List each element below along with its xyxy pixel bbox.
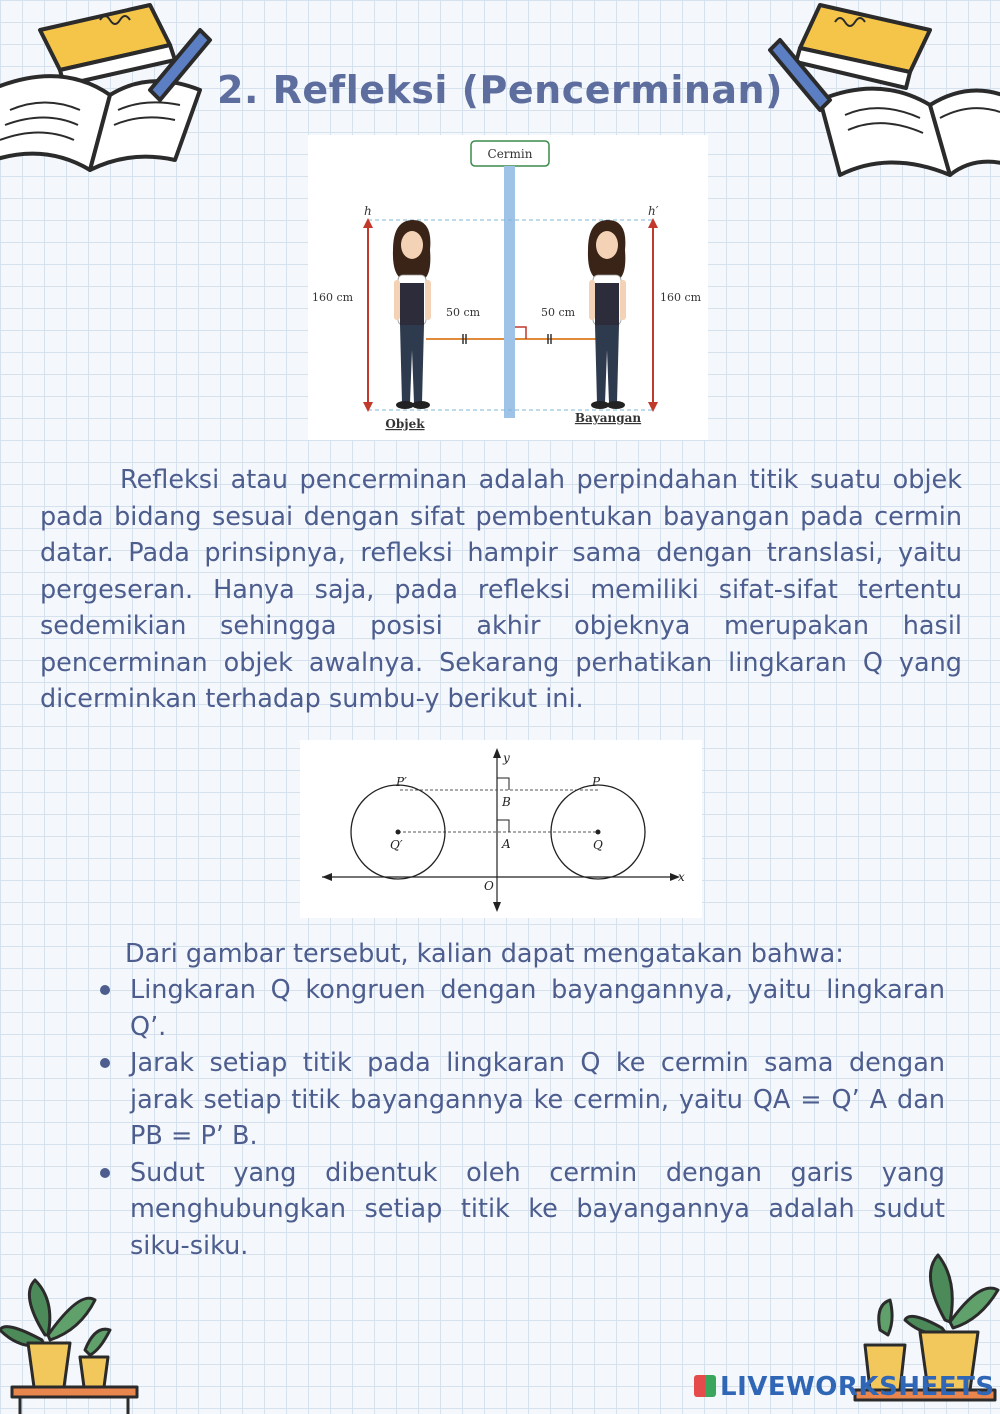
mirror-reflection-figure (308, 135, 708, 440)
left-height-value: 160 cm (312, 291, 354, 304)
page-title: 2. Refleksi (Pencerminan) (217, 68, 783, 112)
point-a-label: A (502, 837, 511, 851)
center-q-prime-label: Q′ (390, 838, 403, 852)
list-item: Sudut yang dibentuk oleh cermin dengan garis yang menghubungkan setiap titik ke bayangannya adalah sudut siku-siku. (130, 1155, 945, 1265)
left-distance-value: 50 cm (445, 306, 481, 319)
liveworksheets-watermark (694, 1372, 995, 1402)
plant-illustration-left (0, 1275, 150, 1414)
list-item: Jarak setiap titik pada lingkaran Q ke cermin sama dengan jarak setiap titik bayangannya ke cermin, yaitu QA = Q’ A dan PB = P’ B. (130, 1045, 945, 1155)
mirror (504, 166, 515, 418)
mirror-label: Cermin (487, 147, 533, 161)
object-person (393, 220, 431, 409)
circle-reflection-figure (300, 740, 702, 918)
conclusion-intro: Dari gambar tersebut, kalian dapat mengatakan bahwa: (125, 939, 844, 969)
left-height-mark: h (364, 204, 372, 218)
origin-label: O (484, 879, 494, 893)
list-item: Lingkaran Q kongruen dengan bayangannya, yaitu lingkaran Q’. (130, 972, 945, 1045)
liveworksheets-logo-icon (694, 1375, 716, 1397)
image-label: Bayangan (574, 411, 642, 425)
right-distance-value: 50 cm (540, 306, 576, 319)
watermark-text: LIVEWORKSHEETS (720, 1372, 995, 1402)
explanation-paragraph: Refleksi atau pencerminan adalah perpindahan titik suatu objek pada bidang sesuai dengan sifat pembentukan bayangan pada cermin datar. Pada prinsipnya, refleksi hampir sama dengan translasi, yaitu pergeseran. Hanya saja, pada refleksi memiliki sifat-sifat tertentu sedemikian sehingga posisi akhir objeknya merupakan hasil pencerminan objek awalnya. Sekarang perhatikan lingkaran Q yang dicerminkan terhadap sumbu-y berikut ini. (40, 465, 962, 714)
y-axis-label: y (503, 751, 510, 765)
object-label: Objek (385, 417, 425, 431)
x-axis-label: x (678, 870, 685, 884)
conclusion-list (130, 972, 945, 1264)
center-q-label: Q (593, 838, 603, 852)
point-b-label: B (502, 795, 511, 809)
right-height-mark: h′ (648, 204, 659, 218)
image-person (588, 220, 626, 409)
point-p-label: P (592, 775, 601, 789)
point-p-prime-label: P′ (396, 775, 407, 789)
right-height-value: 160 cm (660, 291, 702, 304)
